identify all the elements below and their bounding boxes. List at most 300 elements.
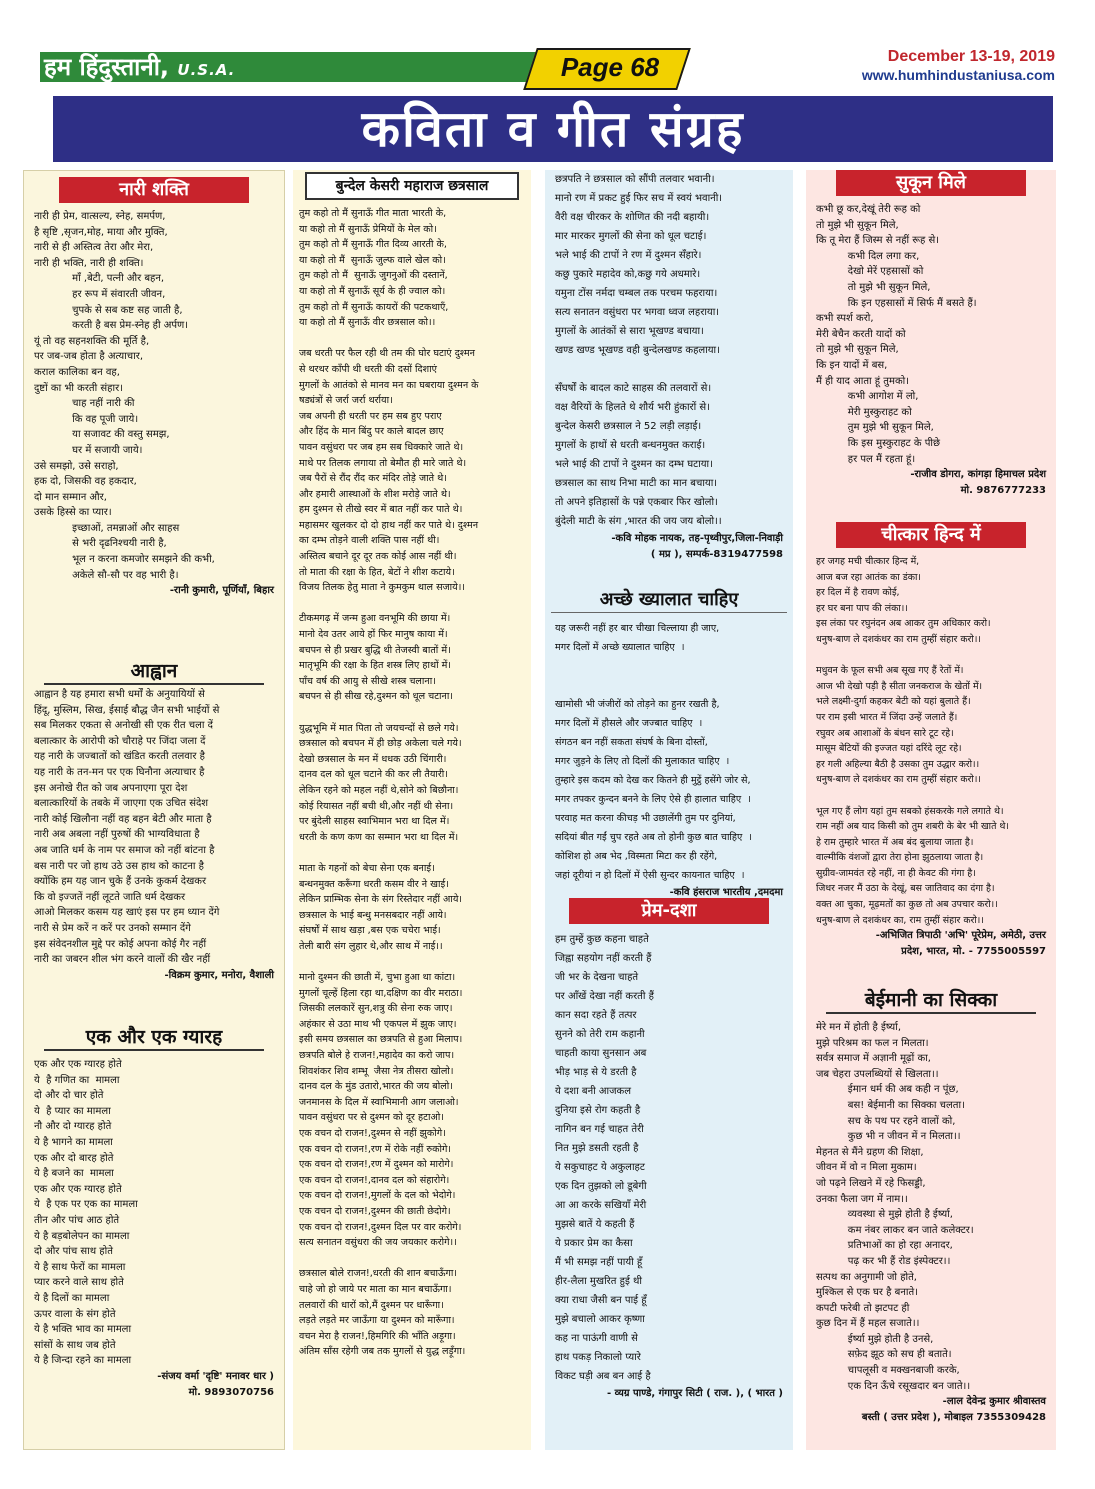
poem-line: धनुष-बाण ले दशकंधर का राम तुम्हीं संहार करो।। [816,633,981,645]
poem-line: पर जब-जब होता है अत्याचार, [34,351,143,363]
poem-line: धनुष-बाण ले दशकंधर का राम तुम्हीं संहार करो।। [816,774,981,786]
poem-line: जहां दूरीयां न हो दिलों में ऐसी सुन्दर कायनात चाहिए । [555,870,745,881]
poem-title: नारी शक्ति [59,177,249,203]
poem-chhatrasal [293,172,531,1360]
poem-line: ऊपर वाला के संग होते [34,1308,116,1320]
poem-line: वाल्मीकि वंशजों द्वारा तेरा होना झुठलाया जाता है। [816,852,984,864]
poem-line: मुगलों के हाथों से धरती बन्धनमुक्त कराई। [555,440,706,451]
section-title: कविता व गीत संग्रह [361,100,745,158]
poem-line: पर राम इसी भारत में जिंदा उन्हें जलाते हैं। [816,711,958,723]
poem-line: मगर जुड़ने के लिए तो दिलों की मुलाकात चाहिए । [555,756,730,767]
poem-line: भीड़ भाड़ से ये डरती है [555,1067,637,1078]
poem-line: छत्रसाल के भाई बन्धु मनसबदार नहीं आये। [299,909,447,921]
poem-line: हर गली अहिल्या बैठी है उसका तुम उद्धार करो।। [816,758,980,770]
page-number: Page 68 [560,52,660,82]
poem-phone: मो. 9876777233 [960,485,1046,497]
poem-line: तीन और पांच आठ होते [34,1214,120,1226]
poem-line: ये है भागने का मामला [34,1136,113,1148]
poem-line: प्रतिभाओं का हो रहा अनादर, [816,1240,953,1252]
poem-line: चुपके से सब कष्ट सह जाती है, [34,304,183,316]
poem-line: नारी अब अबला नहीं पुरुषों की भाग्यविधाता है [34,829,200,841]
poem-line: यूं तो वह सहनशक्ति की मूर्ति है, [34,335,150,347]
poem-lines [806,1020,1056,1394]
poem-line: एक वचन दो राजन!,मुगलों के दल को भेदोगे। [299,1190,456,1202]
poem-line: कि इन यादों में बस, [816,359,888,371]
poem-author-contact: प्रदेश, भारत, मो. - 7755005597 [901,946,1046,958]
poem-line: ये सकुचाहट ये अकुलाहट [555,1162,645,1173]
poem-author: - व्यग्र पाण्डे, गंगापुर सिटी ( राज. ), ( भारत ) [607,1388,783,1399]
section-banner [53,96,1053,162]
poem-line: भूल गए हैं लोग यहां तुम सबको हंसकरके गले लगाते थे। [816,805,1004,817]
poem-line: या सजावट की वस्तु समझ, [34,429,170,441]
poem-line: जब पैरों से रौंद रौंद कर मंदिर तोड़े जाते थे। [299,473,447,485]
poem-lines [806,554,1056,928]
poem-line: नारी कोई खिलौना नहीं वह बहन बेटी और माता है [34,813,212,825]
poem-line: या कहो तो मैं सुनाऊँ वीर छत्रसाल को।। [299,317,436,329]
poem-line: सत्पथ का अनुगामी जो होते, [816,1271,917,1283]
poem-title: चीत्कार हिन्द में [836,522,1026,548]
poem-line: व्यवस्था से मुझे होती है ईर्ष्या, [816,1209,953,1221]
poem-line: मगर तपकर कुन्दन बनने के लिए ऐसे ही हालात चाहिए । [555,794,751,805]
poem-line: मानो दुश्मन की छाती में, चुभा हुआ था कांटा। [299,972,456,984]
poem-line: जब धरती पर फैल रही थी तम की घोर घटाएं दुश्मन [299,348,475,360]
poem-title: आह्वान [44,659,264,685]
poem-line: रघुवर अब आशाओं के बंधन सारे टूट रहे। [816,727,954,739]
poem-chhatrasal-continued [545,170,793,563]
poem-line: नारी का जबरन शील भंग करने वालों की खैर नहीं [34,954,211,966]
poem-line: तलवारों की धारों को,मैं दुश्मन पर धारूँगा। [299,1299,444,1311]
poem-line: या कहो तो मैं सुनाऊँ जुल्फ वाले खेल को। [299,254,446,266]
poem-line: कम नंबर लाकर बन जाते कलेक्टर। [816,1224,974,1236]
poem-line: हर पल मैं रहता हूं। [816,453,916,465]
poem-line: आ आ करके सखियाँ मेरी [555,1200,647,1211]
poem-line: बुन्देल केसरी छत्रसाल ने 52 लड़ी लड़ाई। [555,421,702,432]
poem-line: वैरी वक्ष चीरकर के शोणित की नदी बहायी। [555,212,710,223]
poem-line: देखो मेरें एहसासों को [816,266,924,278]
poem-phone: मो. 9893070756 [188,1386,274,1398]
poem-line: घर में सजायी जाये। [34,444,143,456]
poem-line [555,360,783,379]
poem-line: भूल न करना कमजोर समझने की कभी, [34,554,215,566]
poem-line: अंतिम साँस रहेगी जब तक मुगलों से युद्ध लड़ूँगा। [299,1346,466,1358]
poem-author-contact: बस्ती ( उत्तर प्रदेश ), मोबाइल 7355309428 [861,1412,1046,1424]
column-2 [293,170,531,1450]
poem-line: यमुना टोंस नर्मदा चम्बल तक परचम फहराया। [555,288,718,299]
poem-line: से थरथर काँपी थी धरती की दसों दिशाएं [299,363,437,375]
poem-line: सुनने को तेरी राम कहानी [555,1029,645,1040]
poem-line: एक और एक ग्यारह होते [34,1183,122,1195]
poem-line: यह नारी के तन-मन पर एक घिनौना अत्याचार है [34,766,205,778]
poem-line: मातृभूमि की रक्षा के हित शस्त्र लिए हाथों में। [299,660,452,672]
poem-line: दानव दल को धूल चटाने की कर ली तैयारी। [299,769,448,781]
poem-line: पढ़ कर भी हैं रोड इंस्पेक्टर।। [816,1255,951,1267]
poem-line: जीवन में वो न मिला मुकाम। [816,1162,917,1174]
poem-line: पर बुंदेली साहस स्वाभिमान भरा था दिल में। [299,816,450,828]
poem-line [299,331,525,347]
poem-lines [293,206,531,1360]
poem-line: ये है जिन्दा रहने का मामला [34,1355,132,1367]
issue-info [862,48,1055,84]
poem-line: तुम मुझे भी सुकून मिले, [816,422,934,434]
poem-line: सत्य सनातन वसुंधरा की जय जयकार करोगे।। [299,1237,457,1249]
poem-line: ये है प्यार का मामला [34,1105,111,1117]
poem-line: बलात्कार के आरोपी को चौराहे पर जिंदा जला दें [34,735,206,747]
poem-prem-dasha [545,898,793,1402]
poem-line: राम नहीं अब याद किसी को तुम शबरी के बेर भी खाते थे। [816,821,1009,833]
poem-line: या कहो तो मैं सुनाऊँ प्रेमियों के मेल को। [299,223,437,235]
poem-lines [545,170,793,531]
poem-line: छत्रसाल बोले राजन!,धरती की शान बचाऊँगा। [299,1268,458,1280]
poem-line: जनमानस के दिल में स्वाभिमानी आग जलाओ। [299,1096,459,1108]
poem-line: लड़ते लड़ते मर जाऊँगा या दुश्मन को मारूँगा। [299,1315,455,1327]
poem-line: एक वचन दो राजन!,रण में रोके नहीं रुकोगे। [299,1143,452,1155]
poem-line: कि वो इज्जतें नहीं लूटते जाति धर्म देखकर [34,891,186,903]
poem-line: कि तू मेरा हैं जिस्म से नहीं रूह से। [816,235,940,247]
logo-subtext: U.S.A. [177,61,236,79]
poem-line: चाह नहीं नारी की [34,398,135,410]
poem-line: तुम कहो तो मैं सुनाऊँ गीत माता भारती के, [299,208,447,219]
poem-line: मेरी बेचैन करती यादों को [816,328,906,340]
poem-title: प्रेम-दशा [569,898,769,924]
poem-line: एक वचन दो राजन!,दुश्मन से नहीं झुकोगे। [299,1128,446,1140]
poem-line: मुश्किल से एक घर है बनाते। [816,1287,918,1299]
poem-line: कोशिश हो अब भेद ,विस्मता मिटा कर ही रहेंगे, [555,851,718,862]
poem-line: सदियां बीत गईं चुप रहते अब तो होनी कुछ बात चाहिए । [555,832,753,843]
poem-line [816,788,1046,804]
poem-line: संघर्षों में साथ खड़ा ,बस एक चचेरा भाई। [299,925,441,937]
poem-line [299,705,525,721]
poem-line: ये है दिलों का मामला [34,1292,110,1304]
logo-band [40,52,560,82]
poem-line: जिधर नजर मैं उठा के देखूं, बस जातिवाद का दंगा है। [816,883,995,895]
poem-line: महासमर खुलकर दो दो हाथ नहीं कर पाते थे। दुश्मन [299,519,479,531]
poem-line: मुगलों के आतंकों से सारा भूखण्ड बचाया। [555,326,704,337]
poem-line: माँ ,बेटी, पत्नी और बहन, [34,273,165,285]
poem-line: ईमान धर्म की अब कही न पूंछ, [816,1084,959,1096]
poem-line: चाहे जो हो जाये पर माता का मान बचाऊँगा। [299,1283,452,1295]
poem-line: क्योंकि हम यह जान चुके हैं उनके कुकर्म देखकर [34,876,207,888]
poem-line: विजय तिलक हेतु माता ने कुमकुम थाल सजाये।। [299,582,465,594]
poem-lines [24,687,284,968]
poem-line [299,845,525,861]
poem-title: एक और एक ग्यारह [44,1025,264,1051]
poem-line [555,657,783,676]
poem-line: उनका फैला जग में नाम।। [816,1193,908,1205]
poem-line: बचपन से ही सीख रहे,दुश्मन को धूल चटाना। [299,691,453,703]
poem-line: लेकिन रहने को महल नहीं थे,सोने को बिछौना। [299,784,459,796]
poem-line: चाहती काया सुनसान अब [555,1048,647,1059]
poem-line: दानव दल के मुंड उतारो,भारत की जय बोलो। [299,1081,453,1093]
poem-line: ये है गणित का मामला [34,1074,120,1086]
poem-line: नारी ही प्रेम, वात्सल्य, स्नेह, समर्पण, [34,211,166,222]
poem-line: कह ना पाऊंगी वाणी से [555,1333,638,1344]
poem-line: मुगलों चूल्हें हिला रहा था,दक्षिण का वीर मराठा। [299,987,463,999]
poem-line: क्या राधा जैसी बन पाई हूँ [555,1295,647,1306]
poem-beimani-ka-sikka [806,988,1056,1426]
poem-line: मेरी मुस्कुराहट को [816,406,912,418]
poem-line: भले भाई की टापों ने रण में दुश्मन सँहारे। [555,250,702,261]
poem-line: इस लंका पर रघुनंदन अब आकर तुम अधिकार करो। [816,618,991,630]
poem-line: ये है साथ फेरों का मामला [34,1261,126,1273]
poem-line: जब चेहरा उपलब्धियों से खिलता।। [816,1068,939,1080]
poem-line: मानो देव उतर आये हों फिर मानुष काया में। [299,629,448,641]
poem-line: बस! बेईमानी का सिक्का चलता। [816,1099,965,1111]
poem-line: जी भर के देखना चाहते [555,972,639,983]
poem-line: हर जगह मची चीत्कार हिन्द में, [816,556,920,567]
poem-line: हाथ पकड़ निकालो प्यारे [555,1352,641,1363]
poem-line: संगठन बन नहीं सकता संघर्ष के बिना दोस्तों, [555,737,708,748]
poem-title: सुकून मिले [836,170,1026,196]
poem-author: -विक्रम कुमार, मनोरा, वैशाली [164,969,274,981]
poem-line: एक और दो बारह होते [34,1152,114,1164]
poem-line: अहंकार से उठा माथ भी एकपल में झुक जाए। [299,1018,457,1030]
poem-line: का दम्भ तोड़ने वाली शक्ति पास नहीं थी। [299,535,440,547]
poem-line: छत्रपति बोले हे राजन!,महादेव का करो जाप। [299,1050,455,1062]
poem-line: छत्रसाल का साथ निभा माटी का मान बचाया। [555,478,718,489]
poem-line: कभी दिल लगा कर, [816,250,920,262]
poem-line: मुझे परिश्रम का फल न मिलता। [816,1037,929,1049]
poem-line: वक्त आ चुका, मूढ़मतों का कुछ तो अब उपचार करो।। [816,899,998,911]
publication-logo [44,52,235,85]
poem-line: बचपन से ही प्रखर बुद्धि थी तेजस्वी बातों में। [299,644,451,656]
poem-line: लेकिन प्राम्भिक सेना के संग रिस्तेदार नहीं आये। [299,894,463,906]
poem-line: नागिन बन गई चाहत तेरी [555,1124,644,1135]
poem-cheetkar-hind-mein [806,522,1056,960]
masthead [40,48,1055,86]
poem-line: टीकमगढ़ में जन्म हुआ वनभूमि की छाया में। [299,613,451,625]
poem-line: पाँच वर्ष की आयु से सीखे शस्त्र चलाना। [299,675,436,687]
poem-line: मगर दिलों में अच्छे ख्यालात चाहिए । [555,642,685,653]
poem-achhe-khyalat [545,588,793,901]
poem-line: ये है एक पर एक का मामला [34,1199,138,1211]
poem-line: खामोसी भी जंजीरों को तोड़ने का हुनर रखती है, [555,699,720,710]
poem-line: तो मुझे भी सुकून मिले, [816,344,899,356]
poem-line: मधुवन के फूल सभी अब सूख गए हैं रेतों में। [816,665,964,677]
poem-line: एक वचन दो राजन!,दुश्मन दिल पर वार करोगे। [299,1221,462,1233]
poem-line: सफ़ेद झूठ को सच ही बताते। [816,1349,952,1361]
poem-line: अब जाति धर्म के नाम पर समाज को नहीं बांटना है [34,844,215,856]
poem-line: बुंदेली माटी के संग ,भारत की जय जय बोलो।। [555,516,722,527]
poem-lines [24,1057,284,1369]
poem-line: सुग्रीव-जामवंत रहे नहीं, ना ही केवट की गंगा है। [816,867,976,879]
poem-line: यह नारी के जज्बातों को खंडित करती तलवार है [34,751,205,763]
poem-line: जिसकी ललकारें सुन,शत्रु की सेना रुक जाए। [299,1003,453,1015]
poem-line: बलात्कारियों के तबके में जाएगा एक उचित संदेश [34,798,209,810]
poem-line: ये है बड़बोलेपन का मामला [34,1230,130,1242]
poem-line: और हिंद के मान बिंदु पर काले बादल छाए [299,426,444,438]
poem-line: मुझसे बातें ये कहती हैं [555,1219,635,1230]
poem-line: और हमारी आस्थाओं के शीश मरोड़े जाते थे। [299,488,451,500]
poem-line: माथे पर तिलक लगाया तो बेमौत ही मारे जाते थे। [299,457,467,469]
poem-title: अच्छे ख्यालात चाहिए [551,588,787,613]
poem-line: कभी छू कर,देखूं तेरी रूह को [816,204,921,215]
poem-lines [545,930,793,1386]
poem-line: यह जरूरी नहीं हर बार चीखा चिल्लाया ही जाए, [555,623,720,634]
poem-line: सँघर्षों के बादल काटे साहस की तलवारों से। [555,383,712,394]
poem-line: सच के पथ पर रहने वालों को, [816,1115,956,1127]
poem-line: धनुष-बाण ले दशकंधर का, राम तुम्हीं संहार करो।। [816,914,984,926]
poem-line: इस अनोखे रीत को जब अपनाएगा पूरा देश [34,782,188,794]
poem-line [299,1251,525,1267]
logo-text: हम हिंदुस्तानी, [44,53,170,81]
website-link[interactable]: www.humhindustaniusa.com [861,67,1055,83]
poem-line: उसे समझो, उसे सराहो, [34,460,119,472]
poem-line: भले लक्ष्मी-दुर्गा कहकर बेटी को यहां बुलाते हैं। [816,696,971,708]
poem-line: हम दुश्मन से तीखे स्वर में बात नहीं कर पाते थे। [299,504,463,516]
poem-line: एक वचन दो राजन!,रण में दुश्मन को मारोगे। [299,1159,454,1171]
poem-lines [545,619,793,885]
poem-line: आओ मिलकर कसम यह खाएं इस पर हम ध्यान देंगे [34,907,220,919]
poem-line: कि इन एहसासों में सिर्फ मैं बसते हैं। [816,297,977,309]
column-3 [545,170,793,1450]
poem-line: हर रूप में संवारती जीवन, [34,288,166,300]
poem-sukoon-mile [806,170,1056,499]
poem-aahvan [24,659,284,984]
poem-line: वचन मेरा है राजन!,हिमगिरि की भाँति अड़ूगा। [299,1330,456,1342]
poem-author: -अभिजित त्रिपाठी 'अभि' पूरेप्रेम, अमेठी, उत्तर [875,930,1046,942]
poem-line: ये है भक्ति भाव का मामला [34,1324,132,1336]
poem-title: बेईमानी का सिक्का [826,988,1036,1014]
poem-line: पर आँखें देखा नहीं करती हैं [555,991,654,1002]
poem-line: हक दो, जिसकी वह हकदार, [34,476,137,488]
poem-line: मानो रण में प्रकट हुई फिर सच में स्वयं भवानी। [555,193,723,204]
poem-author: -रानी कुमारी, पूर्णियाँ, बिहार [169,585,274,597]
issue-date: December 13-19, 2019 [887,48,1055,65]
poem-line [299,955,525,971]
poem-line: सब मिलकर एकता से अनोखी सी एक रीत चला दें [34,720,213,732]
column-1 [23,170,285,1450]
poem-line: करती है बस प्रेम-स्नेह ही अर्पण। [34,320,189,332]
poem-line: आह्वान है यह हमारा सभी धर्मों के अनुयायियों से [34,689,205,700]
poem-line: तो मुझे भी सुकून मिले, [816,281,931,293]
column-4 [806,170,1056,1450]
poem-line: तो मुझे भी सुकून मिले, [816,219,899,231]
poem-line: तेली बारी संग लुहार थे,और साथ में नाई।। [299,940,443,952]
poem-line: दो मान सम्मान और, [34,491,107,503]
poem-line: प्यार करने वाले साथ होते [34,1277,124,1289]
poem-line: तुम कहो तो मैं सुनाऊँ कायरों की पटकथाएँ, [299,301,449,313]
poem-line: या कहो तो मैं सुनाऊँ सूर्य के ही ज्वाल को। [299,285,446,297]
poem-line: इसी समय छत्रसाल का छत्रपति से हुआ मिलाप। [299,1034,463,1046]
poem-line: तुम कहो तो मैं सुनाऊँ जुगनुओं की दस्तानें, [299,270,448,282]
poem-line: हर दिल में है रावण कोई, [816,587,900,599]
poem-line: शिवशंकर शिव शम्भू जैसा नेत्र तीसरा खोलो। [299,1065,454,1077]
poem-line: दुष्टों का भी करती संहार। [34,382,123,394]
poem-line: कुछ भी न जीवन में न मिलता।। [816,1131,961,1143]
poem-line: वक्ष वैरियों के हिलते थे शौर्य भरी हुंकारों से। [555,402,710,413]
poem-line: अकेले सौ-सौ पर वह भारी है। [34,569,179,581]
poem-line: नौ और दो ग्यारह होते [34,1121,112,1133]
poem-line: मार मारकर मुगलों की सेना को धूल चटाई। [555,231,707,242]
poem-line: तुम्हारे इस कदम को देख कर कितने ही मुट्ठें हसेंगे जोर से, [555,775,751,786]
poem-line: एक दिन ऊँचे रसूखदार बन जाते।। [816,1380,971,1392]
poem-line: ये दशा बनी आजकल [555,1086,631,1097]
poem-line: ये प्रकार प्रेम का कैसा [555,1238,633,1249]
poem-line: हम तुम्हें कुछ कहना चाहते [555,934,649,945]
poem-line: तो अपने इतिहासों के पन्ने एकबार फिर खोलो। [555,497,718,508]
poem-line: पावन वसुंधरा पर से दुश्मन को दूर हटाओ। [299,1112,444,1124]
poem-line: षड्यंत्रों से जर्रा जर्रा थर्राया। [299,395,393,407]
poem-line: ईर्ष्या मुझे होती है उनसे, [816,1333,934,1345]
poem-line: माता के गहनों को बेचा सेना एक बनाई। [299,862,435,874]
poem-author: -कवि मोहक नायक, तह-पृथ्वीपुर,जिला-निवाड़ी [611,533,783,544]
poem-line: मुगलों के आतंको से मानव मन का घबराया दुश्मन के [299,379,479,391]
poem-line: हीर-लैला मुखरित हुई थी [555,1276,643,1287]
poem-line: हिंदू, मुस्लिम, सिख, ईसाई बौद्ध जैन सभी भाईयों से [34,704,220,716]
poem-line: मासूम बेटियों की इज्जत यहां दरिंदे लूट रहे। [816,743,962,755]
poem-line: जो पढ़ने लिखने में रहे फिसड्डी, [816,1177,926,1189]
poem-line: मेहनत से मैंने ग्रहण की शिक्षा, [816,1146,924,1158]
poem-line [299,596,525,612]
poem-line: चापलूसी व मक्खनबाजी करके, [816,1365,960,1377]
poem-line: इच्छाओं, तमन्नाओं और साहस [34,522,180,534]
poem-author: -कवि हंसराज भारतीय ,दमदमा [669,887,783,898]
poem-line: एक वचन दो राजन!,दुश्मन की छाती छेदोगे। [299,1206,451,1217]
poem-line: युद्धभूमि में मात पिता तो जयचन्दों से छले गये। [299,722,459,734]
poem-line: कभी स्पर्श करो, [816,313,874,325]
poem-title: बुन्देल केसरी महाराज छत्रसाल [305,172,519,200]
poem-line: मैं ही याद आता हूं तुमको। [816,375,910,387]
poem-author: -राजीव डोगरा, कांगड़ा हिमाचल प्रदेश [910,469,1046,481]
poem-line: कपटी फरेबी तो झटपट ही [816,1302,910,1314]
poem-line: कभी आगोश में लो, [816,391,919,403]
poem-author-contact: ( मप्र ), सम्पर्क-8319477598 [650,549,783,560]
poem-line: कि वह पूजी जाये। [34,413,139,425]
poem-line: पावन वसुंधरा पर जब हम सब धिक्कारे जाते थे। [299,441,464,453]
poem-author: -लाल देवेन्द्र कुमार श्रीवास्तव [942,1396,1046,1408]
poem-line: दुनिया इसे रोग कहती है [555,1105,641,1116]
poem-line: आज भी देखो पड़ी है सीता जनकराज के खेतों में। [816,680,983,692]
poem-line: कोई रियासत नहीं बची थी,और नहीं थी सेना। [299,800,454,812]
poem-line: मगर दिलों में हौसले और जज्बात चाहिए । [555,718,703,729]
poem-line: परवाह मत करना कीचड़ भी उछालेंगी तुम पर दुनियां, [555,813,736,824]
poem-lines [806,202,1056,467]
poem-line: एक वचन दो राजन!,दानव दल को संहारोगे। [299,1174,450,1186]
poem-line: एक दिन तुझको लो डूबेगी [555,1181,647,1192]
poem-line: दो और पांच साथ होते [34,1246,113,1258]
poem-line: नारी ही भक्ति, नारी ही शक्ति। [34,257,144,269]
poem-line: खण्ड खण्ड भूखण्ड वही बुन्देलखण्ड कहलाया। [555,345,720,356]
poem-line: हर घर बना पाप की लंका।। [816,602,908,614]
poem-line: बन्धनमुक्त करूँगा धरती कसम वीर ने खाई। [299,878,449,890]
poem-line: जब अपनी ही धरती पर हम सब हुए पराए [299,410,442,422]
poem-line: इस संवेदनशील मुद्दे पर कोई अपना कोई गैर नहीं [34,938,207,950]
poem-line: से भरी दृढनिश्चयी नारी है, [34,538,167,550]
poem-line: कछु पुकारे महादेव को,कछु गये अधमारे। [555,269,701,280]
poem-line: देखो छत्रसाल के मन में धधक उठी चिंगारी। [299,753,447,765]
poem-line: हे राम तुम्हारे भारत में अब बंद बुलाया जाता है। [816,836,974,848]
poem-line: छत्रसाल को बचपन में ही छोड़ अकेला चले गये। [299,738,462,750]
poem-line: नित मुझे डसती रहती है [555,1143,639,1154]
poem-line: छत्रपति ने छत्रसाल को सौंपी तलवार भवानी। [555,174,715,185]
poem-line: धरती के कण कण का सम्मान भरा था दिल में। [299,831,459,843]
poem-line: जिह्वा सहयोग नहीं करती हैं [555,953,652,964]
poem-line: आज बज रहा आतंक का डंका। [816,571,921,583]
poem-line: तो माता की रक्षा के हित, बेटों ने शीश कटाये। [299,566,455,578]
poem-author: -संजय वर्मा 'दृष्टि' मनावर धार ) [157,1370,274,1382]
poem-line: दो और दो चार होते [34,1090,104,1102]
poem-line: नारी से प्रेम करें न करें पर उनको सम्मान देंगे [34,922,191,934]
poem-nari-shakti [24,177,284,599]
poem-line: सांसों के साथ जब होते [34,1339,116,1351]
poem-line: सर्वत्र समाज में अज्ञानी मूढ़ों का, [816,1053,931,1065]
poem-line: बस नारी पर जो हाथ उठे उस हाथ को काटना है [34,860,204,872]
poem-line: ये है बजने का मामला [34,1168,114,1180]
poem-line: अस्तित्व बचाने दूर दूर तक कोई आस नहीं थी। [299,551,457,563]
poem-line: एक और एक ग्यारह होते [34,1059,122,1070]
poem-line: मेरे मन में होती है ईर्ष्या, [816,1022,902,1033]
poem-line: उसके हिस्से का प्यार। [34,507,112,519]
